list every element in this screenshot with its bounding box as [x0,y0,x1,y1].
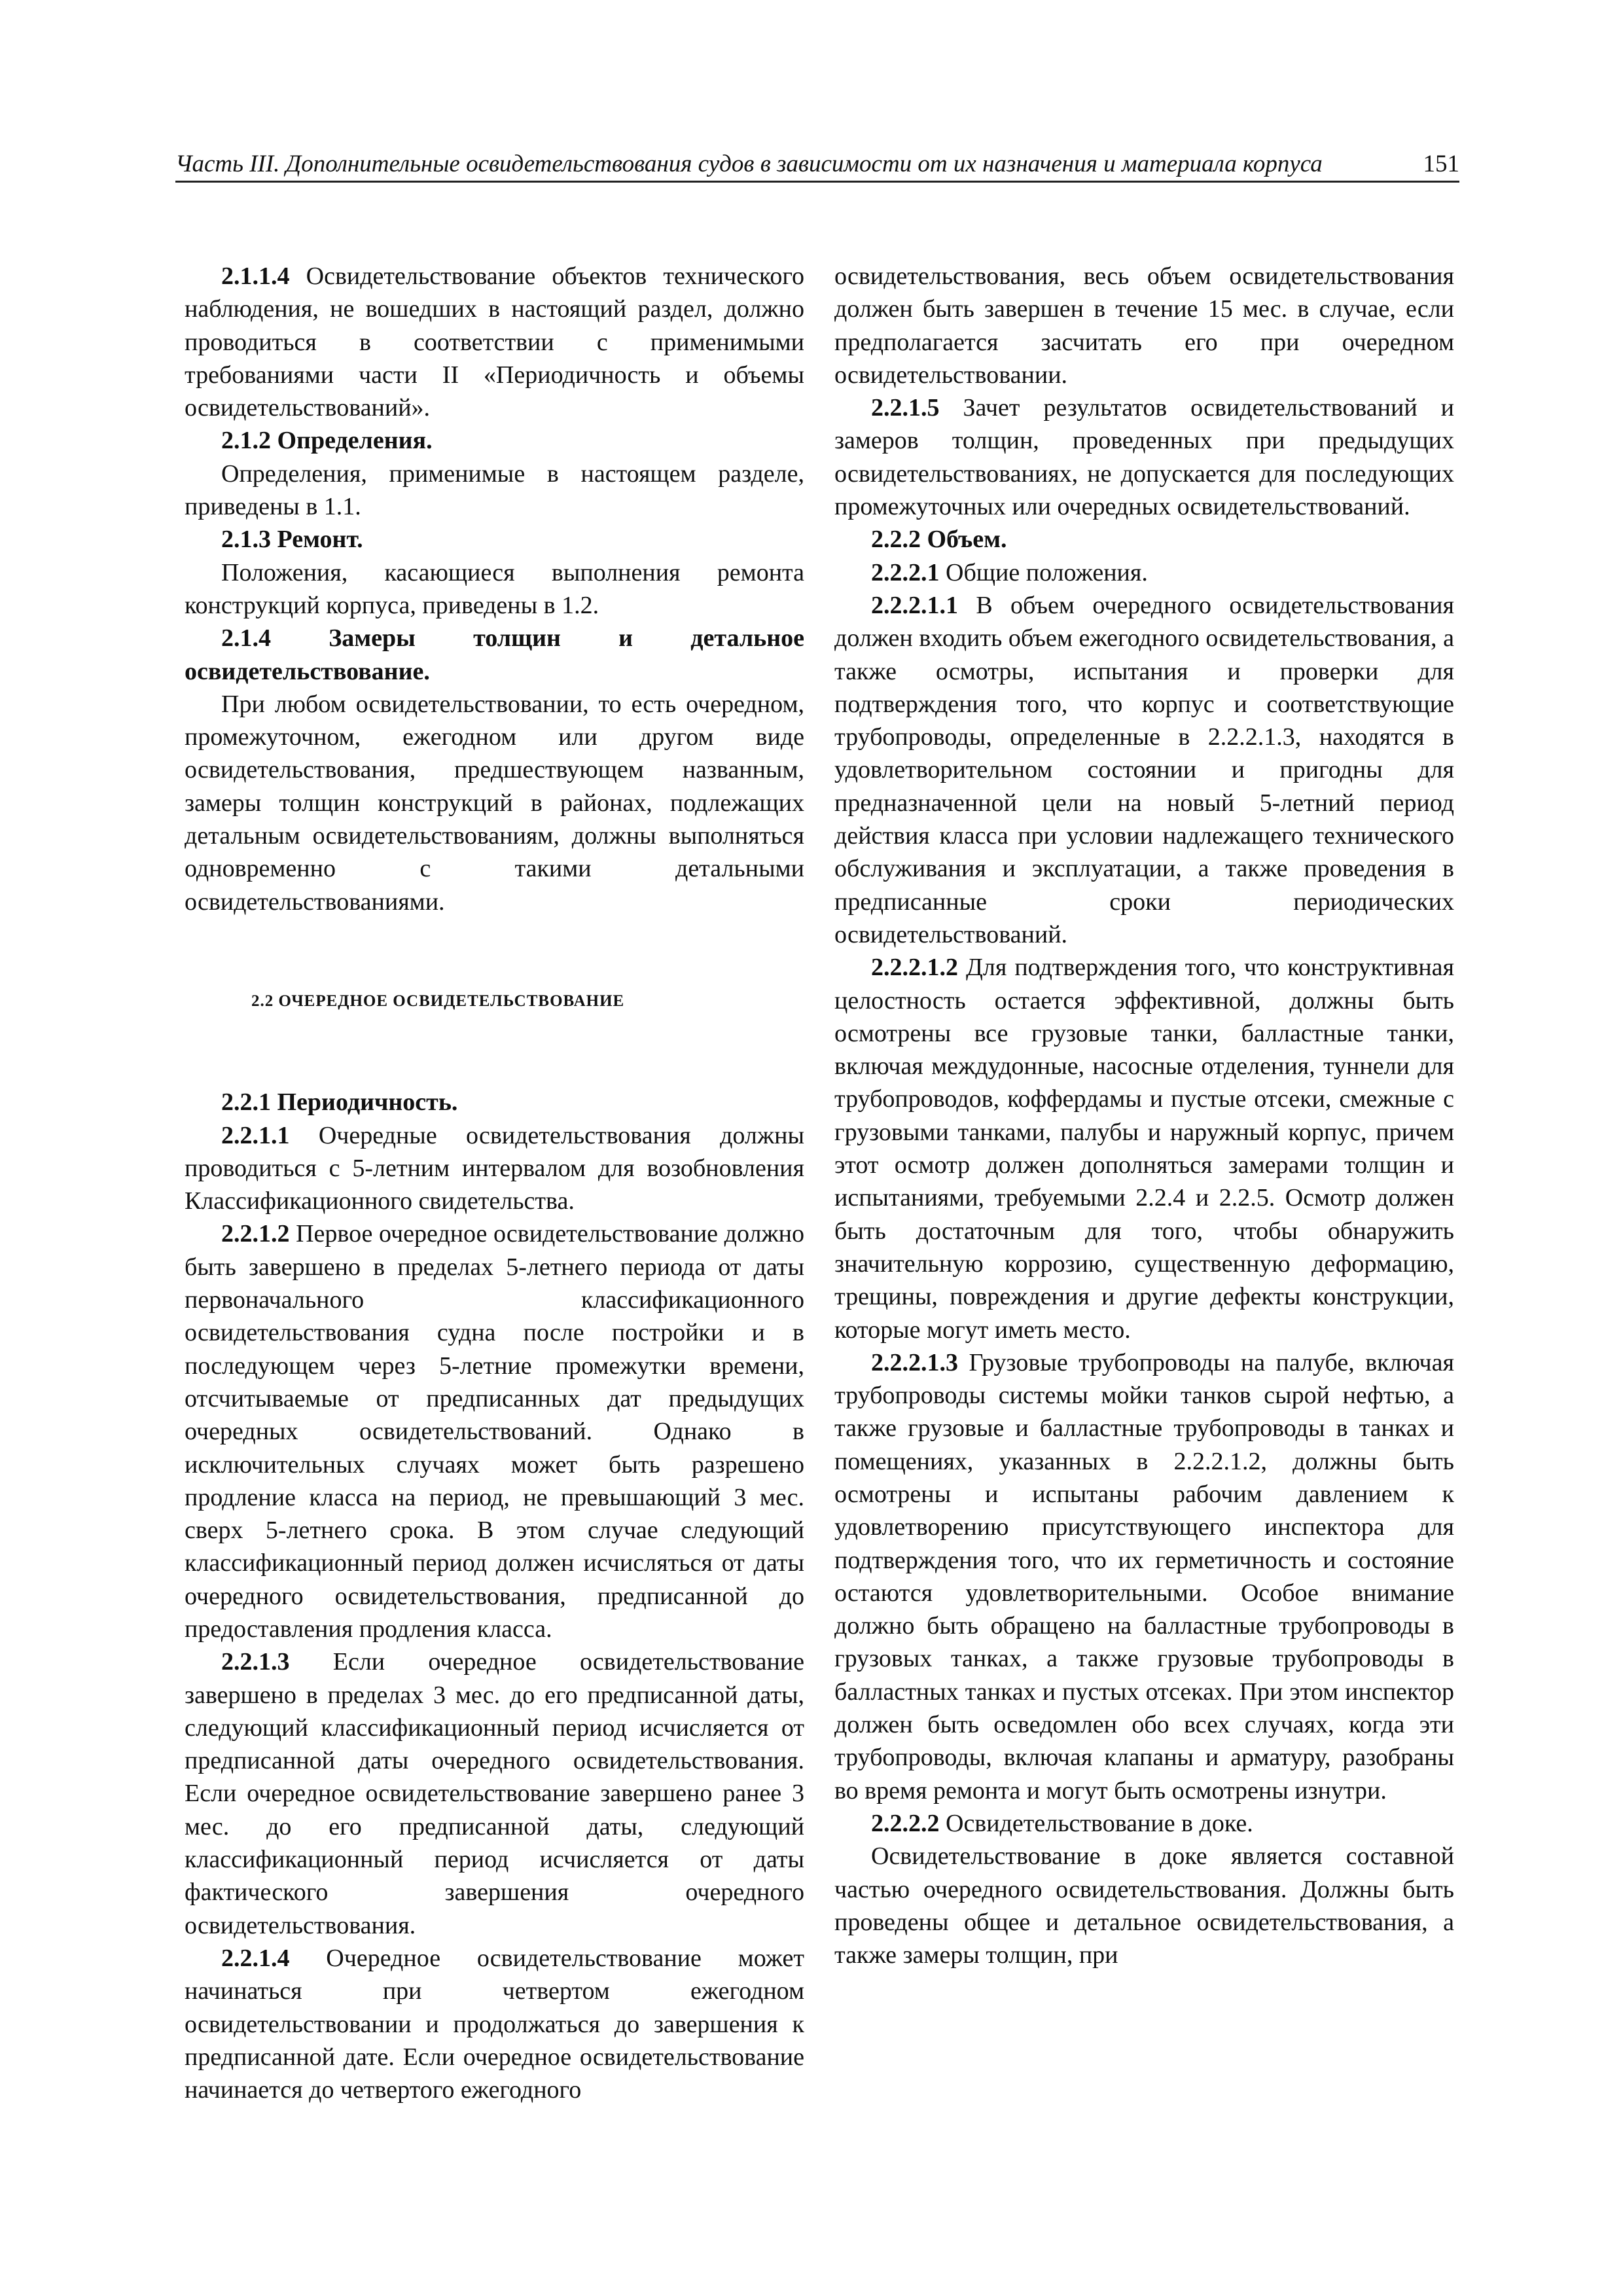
paragraph: Положения, касающиеся выполнения ремонта конструкций корпуса, приведены в 1.2. [185,558,804,619]
paragraph [834,951,1454,1346]
paragraph: При любом освидетельствовании, то есть очередном, промежуточном, ежегодном или другом виде освидетельствования, предшествующем названным, замеры толщин конструкций в районах, подлежащих детальным освидетельствованиям, должны выполняться одновременно с такими детальными освидетельствованиями. [185,690,804,916]
paragraph-text: В объем очередного освидетельствования должен входить объем ежегодного освидетельствования, а также осмотры, испытания и проверки для подтверждения того, что корпус и соответствующие трубопроводы, определенные в 2.2.2.1.3, находятся в удовлетворительном состоянии и пригодны для предназначенной цели на новый 5-летний период действия класса при условии надлежащего технического обслуживания и эксплуатации, а также проведения в предписанные сроки периодических освидетельствований. [834,591,1454,948]
paragraph-text: Общие положения. [939,558,1148,586]
clause-number: 2.2.2.2 [871,1809,940,1837]
subsection-heading: 2.1.2 Определения. [221,427,433,455]
clause-number: 2.2.1.5 [871,394,940,422]
left-column [185,260,804,2106]
clause-number: 2.2.1.2 [221,1220,290,1248]
subsection-heading: 2.1.4 Замеры толщин и детальное освидетельствование. [185,624,804,685]
clause-number: 2.2.1.3 [221,1648,290,1676]
paragraph [834,556,1454,589]
paragraph-text: Для подтверждения того, что конструктивная целостность остается эффективной, должны быть осмотрены все грузовые танки, балластные танки, включая междудонные, насосные отделения, туннели для трубопроводов, коффердамы и пустые отсеки, смежные с грузовыми танками, палубы и наружный корпус, причем этот осмотр должен дополняться замерами толщин и испытаниями, требуемыми 2.2.4 и 2.2.5. Осмотр должен быть достаточным для того, чтобы обнаружить значительную коррозию, существенную деформацию, трещины, повреждения и другие дефекты конструкции, которые могут иметь место. [834,954,1454,1344]
paragraph: Освидетельствование в доке является составной частью очередного освидетельствования. Должны быть проведены общее и детальное освидетельствования, а также замеры толщин, при [834,1842,1454,1969]
paragraph-text: Грузовые трубопроводы на палубе, включая трубопроводы системы мойки танков сырой нефтью, а также грузовые и балластные трубопроводы в танках и помещениях, указанных в 2.2.2.1.2, должны быть осмотрены и испытаны рабочим давлением к удовлетворению присутствующего инспектора для подтверждения того, что их герметичность и состояние остаются удовлетворительными. Особое внимание должно быть обращено на балластные трубопроводы в грузовых танках, а также грузовые трубопроводы в балластных танках и пустых отсеках. При этом инспектор должен быть осведомлен обо всех случаях, когда эти трубопроводы, включая клапаны и арматуру, разобраны во время ремонта и могут быть осмотрены изнутри. [834,1348,1454,1804]
paragraph [834,589,1454,951]
clause-number: 2.2.2.1 [871,558,940,586]
paragraph [185,1942,804,2106]
paragraph [185,260,804,424]
paragraph: освидетельствования, весь объем освидетельствования должен быть завершен в течение 15 мес. в случае, если предполагается засчитать его при очередном освидетельствовании. [834,262,1454,389]
paragraph [185,1217,804,1645]
paragraph [185,1645,804,1942]
paragraph [834,1346,1454,1807]
clause-number: 2.2.1.4 [221,1944,290,1972]
clause-number: 2.2.2.1.2 [871,954,958,982]
paragraph-text: Освидетельствование в доке. [939,1809,1253,1837]
running-header [175,143,1459,183]
subsection-heading: 2.2.2 Объем. [871,526,1007,554]
paragraph-text: Если очередное освидетельствование завершено в пределах 3 мес. до его предписанной даты, следующий классификационный период исчисляется от предписанной даты очередного освидетельствования. Если очередное освидетельствование завершено ранее 3 мес. до его предписанной даты, следующий классификационный период исчисляется от даты фактического завершения очередного освидетельствования. [185,1648,804,1939]
clause-number: 2.1.1.4 [221,262,290,290]
section-title: 2.2 ОЧЕРЕДНОЕ ОСВИДЕТЕЛЬСТВОВАНИЕ [251,992,625,1010]
right-column [834,260,1454,1971]
paragraph [834,1807,1454,1840]
paragraph-text: Зачет результатов освидетельствований и замеров толщин, проведенных при предыдущих освидетельствованиях, не допускается для последующих промежуточных или очередных освидетельствований. [834,394,1454,521]
clause-number: 2.2.2.1.3 [871,1348,958,1376]
paragraph-text: Первое очередное освидетельствование должно быть завершено в пределах 5-летнего периода от даты первоначального классификационного освидетельствования судна после постройки и в последующем через 5-летние промежутки времени, отсчитываемые от предписанных дат предыдущих очередных освидетельствований. Однако в исключительных случаях может быть разрешено продление класса на период, не превышающий 3 мес. сверх 5-летнего срока. В этом случае следующий классификационный период должен исчисляться от даты очередного освидетельствования, предписанной до предоставления продления класса. [185,1220,804,1643]
subsection-heading: 2.2.1 Периодичность. [221,1088,458,1117]
paragraph-text: Очередные освидетельствования должны проводиться с 5-летним интервалом для возобновления Классификационного свидетельства. [185,1121,804,1215]
clause-number: 2.2.1.1 [221,1121,290,1149]
paragraph [185,1119,804,1218]
clause-number: 2.2.2.1.1 [871,591,958,619]
subsection-heading: 2.1.3 Ремонт. [221,526,363,554]
paragraph [834,391,1454,523]
paragraph-text: Освидетельствование объектов технического наблюдения, не вошедших в настоящий раздел, должно проводиться в соответствии с применимыми требованиями части II «Периодичность и объемы освидетельствований». [185,262,804,422]
running-header-title: Часть III. Дополнительные освидетельствования судов в зависимости от их назначения и материала корпуса [175,151,1323,177]
paragraph-text: Очередное освидетельствование может начинаться при четвертом ежегодном освидетельствовании и продолжаться до завершения к предписанной дате. Если очередное освидетельствование начинается до четвертого ежегодного [185,1944,804,2104]
page-number: 151 [1423,151,1459,177]
paragraph: Определения, применимые в настоящем разделе, приведены в 1.1. [185,459,804,521]
